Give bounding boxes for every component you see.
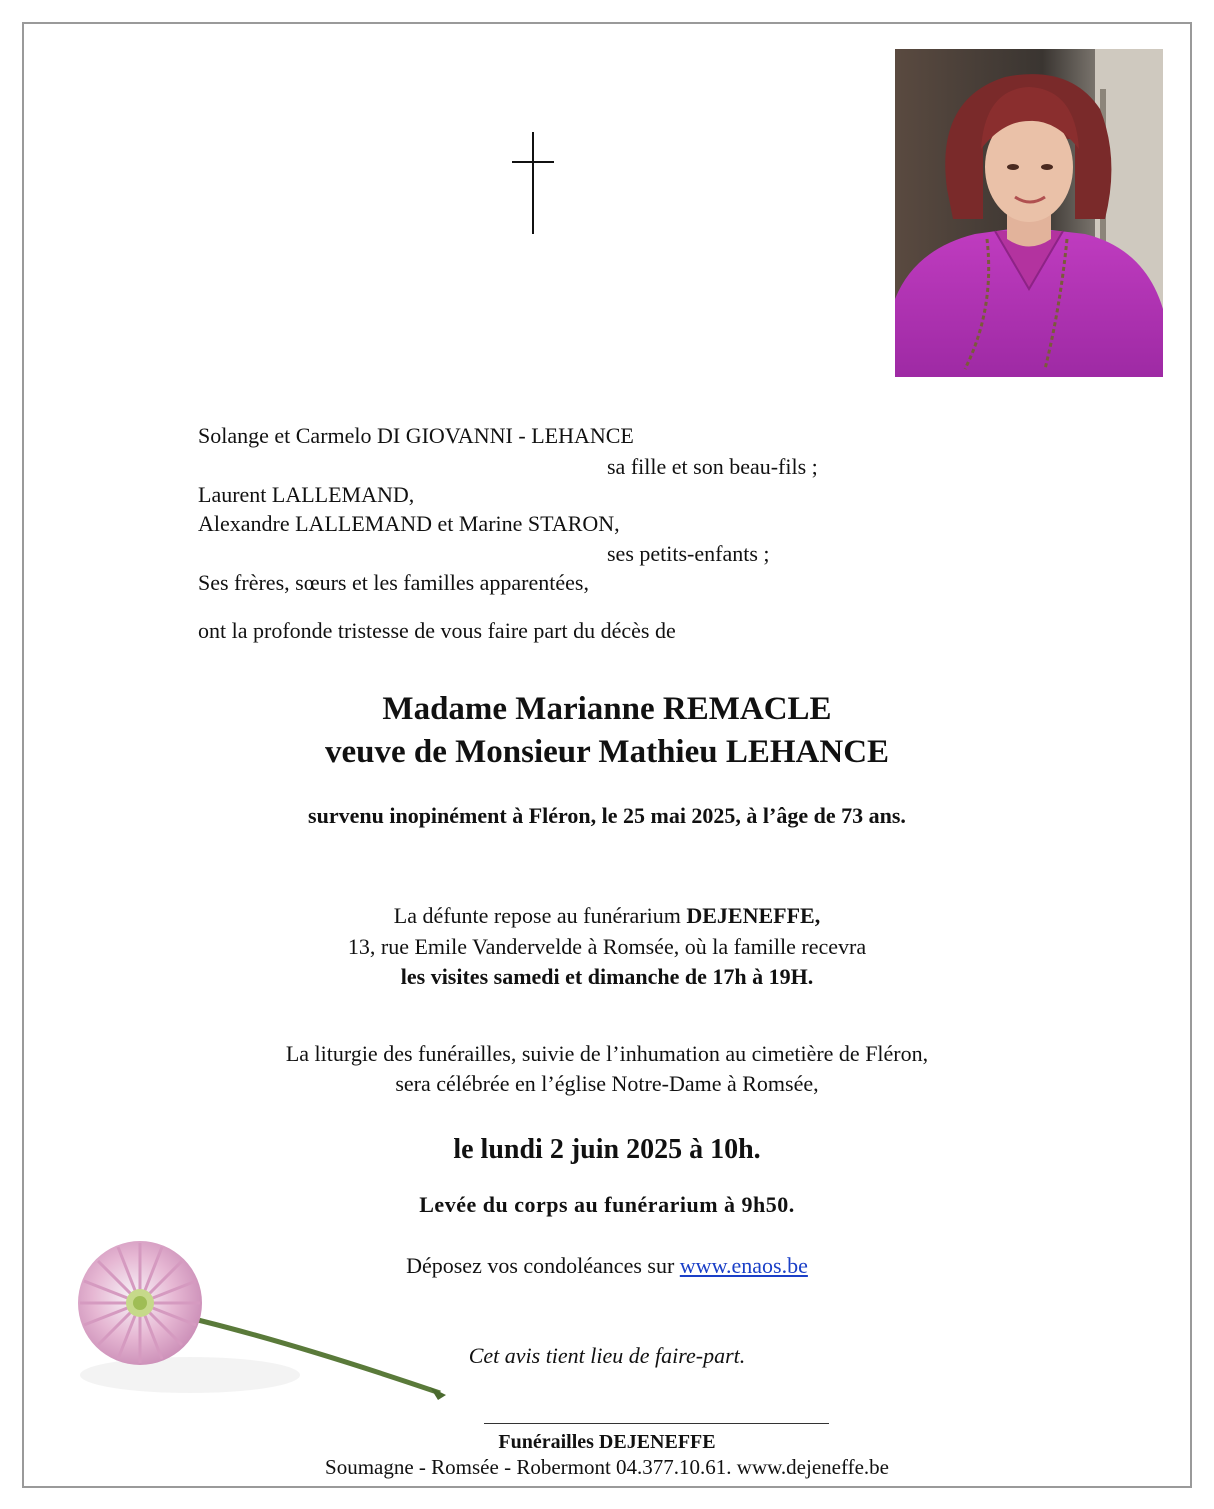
family-siblings: Ses frères, sœurs et les familles apparentées, xyxy=(198,570,589,595)
family-grandchildren-role: ses petits-enfants ; xyxy=(607,541,770,566)
visitation-text: La défunte repose au funérarium xyxy=(393,903,687,928)
family-grandson-1: Laurent LALLEMAND, xyxy=(198,482,415,507)
death-details: survenu inopinément à Fléron, le 25 mai 2025, à l’âge de 73 ans. xyxy=(308,803,906,828)
levee-du-corps: Levée du corps au funérarium à 9h50. xyxy=(419,1192,795,1217)
visitation-line-1 xyxy=(0,902,1214,930)
family-grandson-2: Alexandre LALLEMAND et Marine STARON, xyxy=(198,511,620,536)
funeral-home-name: DEJENEFFE, xyxy=(686,903,821,928)
family-daughter: Solange et Carmelo DI GIOVANNI - LEHANCE xyxy=(198,423,634,448)
footer-divider xyxy=(484,1423,829,1424)
funeral-line-2: sera célébrée en l’église Notre-Dame à Romsée, xyxy=(395,1071,819,1096)
funeral-line-1: La liturgie des funérailles, suivie de l’inhumation au cimetière de Fléron, xyxy=(285,1041,929,1066)
funeral-date: le lundi 2 juin 2025 à 10h. xyxy=(453,1134,761,1165)
notice-text: Cet avis tient lieu de faire-part. xyxy=(468,1343,746,1368)
announcement: ont la profonde tristesse de vous faire part du décès de xyxy=(198,618,676,643)
family-daughter-role: sa fille et son beau-fils ; xyxy=(607,454,818,479)
portrait-photo xyxy=(895,49,1163,377)
visitation-line-2: 13, rue Emile Vandervelde à Romsée, où la famille recevra xyxy=(347,934,867,959)
deceased-spouse: veuve de Monsieur Mathieu LEHANCE xyxy=(324,734,890,770)
condolences-text: Déposez vos condoléances sur xyxy=(406,1253,680,1278)
flower-illustration xyxy=(70,1225,455,1415)
footer-company: Funérailles DEJENEFFE xyxy=(498,1431,716,1453)
footer-address: Soumagne - Romsée - Robermont 04.377.10.61. www.dejeneffe.be xyxy=(325,1455,889,1479)
condolences-link[interactable]: www.enaos.be xyxy=(679,1253,808,1278)
visitation-hours: les visites samedi et dimanche de 17h à 19H. xyxy=(400,964,814,989)
cross-icon xyxy=(510,132,556,234)
deceased-name: Madame Marianne REMACLE xyxy=(382,691,832,727)
